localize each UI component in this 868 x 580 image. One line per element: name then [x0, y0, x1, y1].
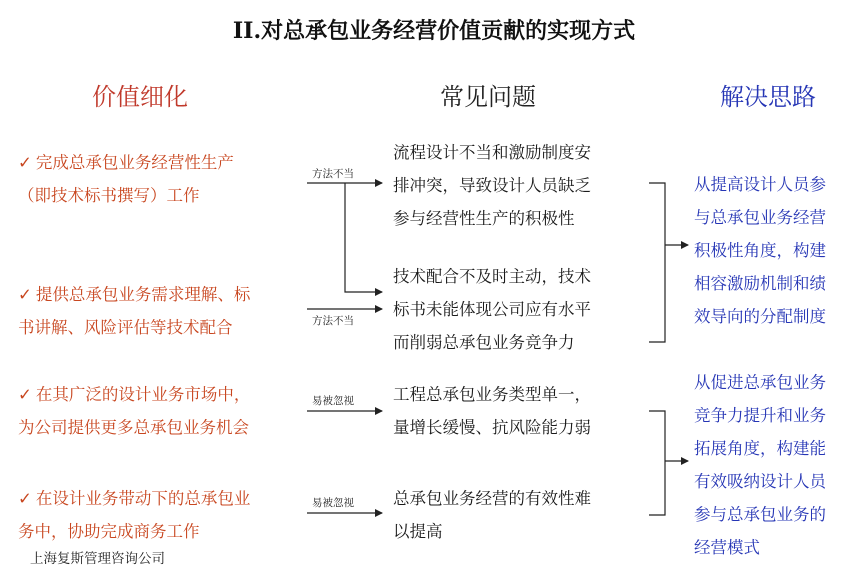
solution-2-line2: 竞争力提升和业务 — [694, 406, 826, 425]
value-item-2 — [18, 278, 310, 344]
solution-1-line4: 相容激励机制和绩 — [694, 274, 826, 293]
page-title: II.对总承包业务经营价值贡献的实现方式 — [232, 18, 636, 44]
value-item-4 — [18, 482, 310, 548]
check-icon: ✓ — [18, 385, 32, 404]
solution-2-line3: 拓展角度，构建能 — [694, 439, 826, 458]
solution-2-line4: 有效吸纳设计人员 — [694, 472, 826, 491]
solution-item-2 — [694, 366, 864, 564]
column-header-value: 价值细化 — [92, 83, 188, 111]
problem-1-line3: 参与经营性生产的积极性 — [393, 209, 575, 228]
problem-item-3 — [393, 378, 643, 444]
column-header-problems: 常见问题 — [440, 83, 536, 111]
column-header-solutions: 解决思路 — [720, 83, 816, 111]
check-icon: ✓ — [18, 285, 32, 304]
value-item-1 — [18, 146, 310, 212]
check-icon: ✓ — [18, 489, 32, 508]
problem-item-2 — [393, 260, 643, 359]
arrow-label-3: 易被忽视 — [312, 395, 354, 407]
value-item-4-line2: 务中，协助完成商务工作 — [18, 522, 200, 541]
check-icon: ✓ — [18, 153, 32, 172]
value-item-3 — [18, 378, 310, 444]
solution-2-line1: 从促进总承包业务 — [694, 373, 826, 392]
solution-2-line6: 经营模式 — [694, 538, 760, 557]
problem-3-line2: 量增长缓慢、抗风险能力弱 — [393, 418, 591, 437]
solution-1-line2: 与总承包业务经营 — [694, 208, 826, 227]
problem-2-line2: 标书未能体现公司应有水平 — [393, 300, 591, 319]
value-item-2-line1: 提供总承包业务需求理解、标 — [35, 285, 251, 304]
value-item-2-line2: 书讲解、风险评估等技术配合 — [18, 318, 233, 337]
solution-1-line5: 效导向的分配制度 — [694, 307, 826, 326]
problem-item-1 — [393, 136, 643, 235]
bracket-group1 — [649, 183, 665, 342]
problem-4-line2: 以提高 — [393, 522, 443, 541]
arrow-label-1: 方法不当 — [312, 168, 354, 180]
problem-1-line1: 流程设计不当和激励制度安 — [393, 143, 591, 162]
bracket-group2 — [649, 411, 665, 515]
company-footer: 上海复斯管理咨询公司 — [30, 551, 165, 567]
value-item-1-line1: 完成总承包业务经营性生产 — [35, 153, 234, 172]
value-item-3-line2: 为公司提供更多总承包业务机会 — [18, 418, 249, 437]
value-item-3-line1: 在其广泛的设计业务市场中， — [35, 385, 251, 404]
arrow-label-2: 方法不当 — [312, 315, 354, 327]
problem-3-line1: 工程总承包业务类型单一， — [393, 385, 591, 404]
arrow-label-4: 易被忽视 — [312, 497, 354, 509]
value-item-1-line2: （即技术标书撰写）工作 — [18, 186, 200, 205]
solution-2-line5: 参与总承包业务的 — [694, 505, 826, 524]
value-item-4-line1: 在设计业务带动下的总承包业 — [35, 489, 251, 508]
problem-4-line1: 总承包业务经营的有效性难 — [393, 489, 591, 508]
problem-item-4 — [393, 482, 643, 548]
problem-2-line1: 技术配合不及时主动，技术 — [393, 267, 591, 286]
arrow-value1-to-problem2 — [345, 183, 382, 292]
solution-1-line1: 从提高设计人员参 — [694, 175, 826, 194]
solution-item-1 — [694, 168, 864, 333]
problem-2-line3: 而削弱总承包业务竞争力 — [393, 333, 575, 352]
problem-1-line2: 排冲突，导致设计人员缺乏 — [393, 176, 591, 195]
solution-1-line3: 积极性角度，构建 — [694, 241, 826, 260]
